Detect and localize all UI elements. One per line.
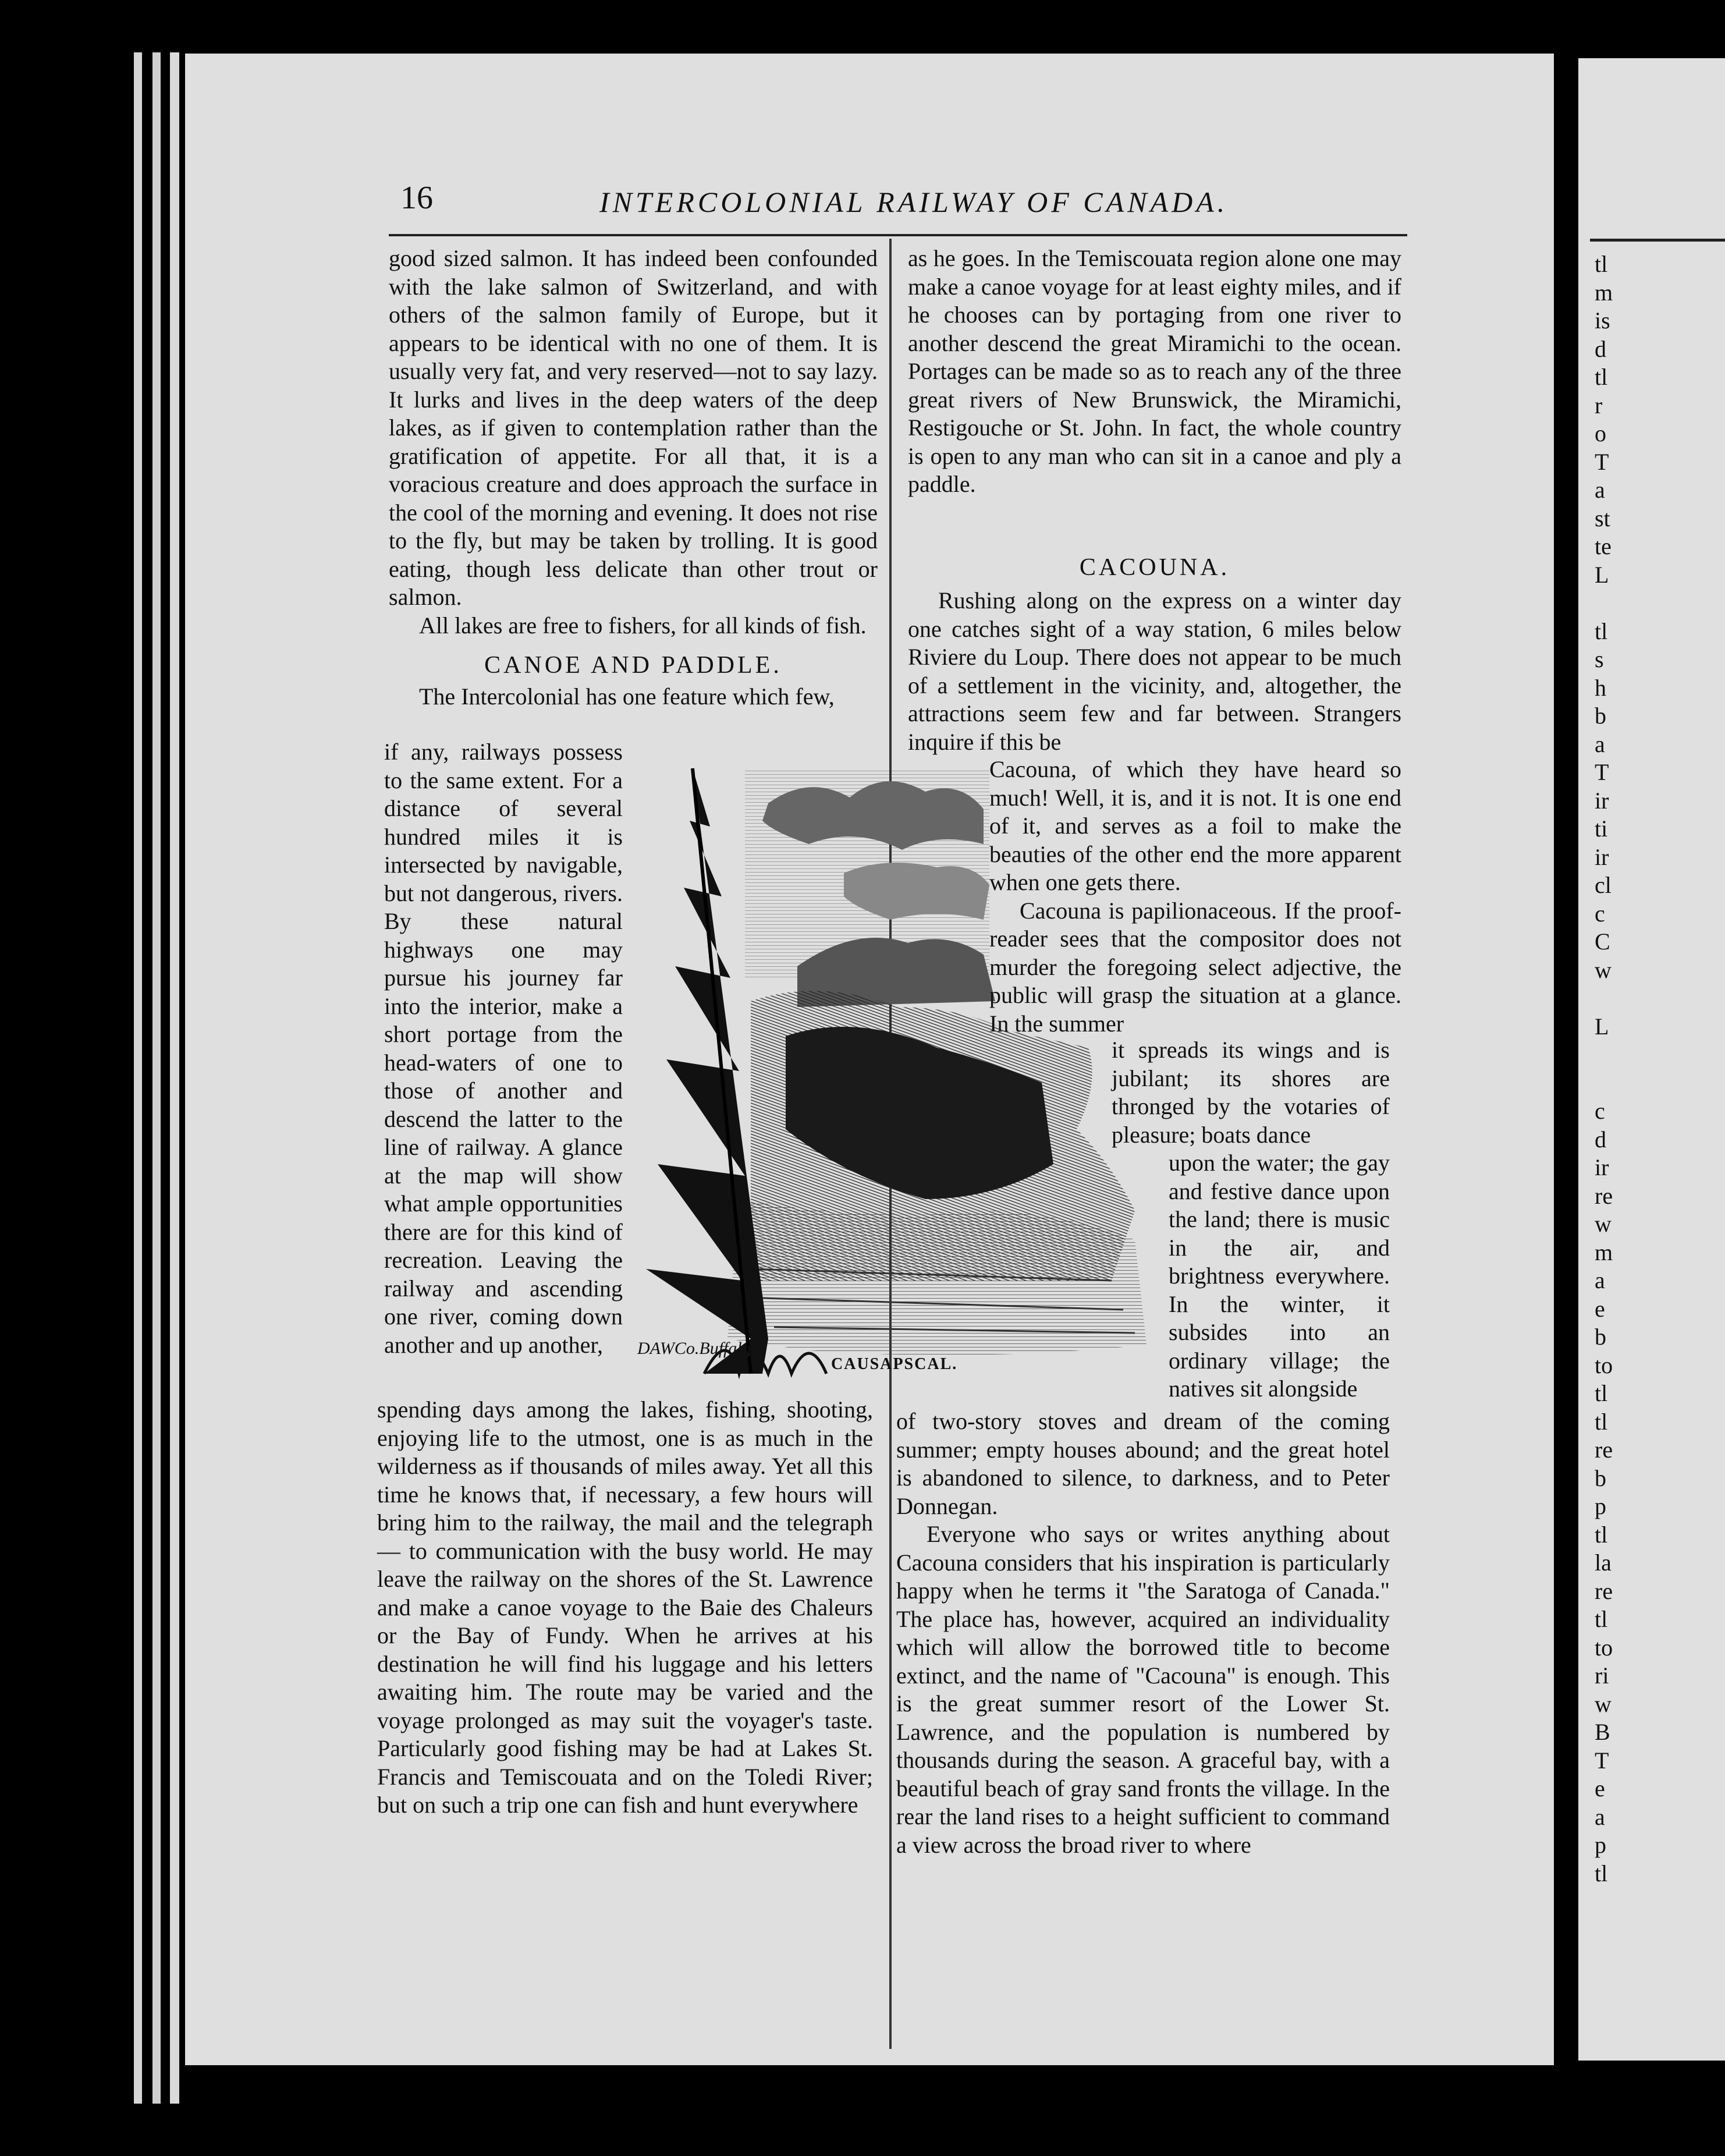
adjacent-line-fragment: B [1595,1719,1610,1745]
section-heading-cacouna: CACOUNA. [1079,554,1230,581]
cacouna-wrapped: Cacouna, of which they have heard so much! Well, it is, and it is not. It is one end of it, and serves as a foil to make the beauties of the other end the more apparent when one gets there. [989,756,1401,895]
adjacent-line-fragment: h [1595,674,1606,701]
header-rule [389,234,1407,236]
adjacent-line-fragment: a [1595,1267,1605,1293]
adjacent-line-fragment: tl [1595,1408,1608,1435]
adjacent-line-fragment: C [1595,928,1610,955]
adjacent-line-fragment: is [1595,307,1610,334]
adjacent-line-fragment: ti [1595,815,1608,842]
stoves-text: of two-story stoves and dream of the coming summer; empty houses abound; and the great hotel is abandoned to silence, to darkness, and to Peter Donnegan. [896,1408,1390,1519]
adjacent-line-fragment: tl [1595,251,1608,277]
adjacent-line-fragment: L [1595,561,1609,588]
adjacent-line-fragment: p [1595,1832,1606,1858]
adjacent-line-fragment: b [1595,703,1606,729]
spreads-text: it spreads its wings and is jubilant; its shores are thronged by the votaries of pleasure; boats dance [1112,1037,1390,1148]
adjacent-line-fragment: la [1595,1549,1612,1576]
cacouna-intro-paragraph: Rushing along on the express on a winter day one catches sight of a way station, 6 miles below Riviere du Loup. There does not appear to be much of a settlement in the vicinity, and, altogether, the attractions seem few and far between. Strangers inquire if this be [908,587,1401,755]
engraver-signature: DAWCo.Buffalo. [637,1339,755,1358]
adjacent-line-fragment: re [1595,1577,1613,1604]
adjacent-line-fragment: to [1595,1634,1613,1661]
adjacent-line-fragment: T [1595,1747,1609,1774]
adjacent-line-fragment: ir [1595,1154,1609,1180]
page-edge [134,52,142,2104]
dance-text: upon the water; the gay and festive dance upon the land; there is music in the air, and brightness everywhere. In the winter, it subsides into an ordinary village; the natives sit alongside [1169,1150,1390,1402]
page-edge [152,52,161,2104]
adjacent-line-fragment: tl [1595,364,1608,390]
adjacent-line-fragment: m [1595,1239,1613,1265]
adjacent-line-fragment: tl [1595,1606,1608,1632]
page-number: 16 [400,180,433,216]
adjacent-line-fragment: T [1595,759,1609,785]
left-column-top [389,244,878,711]
salmon-paragraph: good sized salmon. It has indeed been confounded with the lake salmon of Switzerland, and with others of the salmon family of Europe, but it appears to be identical with no one of them. It is usually very fat, and very reserved—not to say lazy. It lurks and lives in the deep waters of the deep lakes, as if given to contemplation rather than the gratification of appetite. For all that, it is a voracious creature and does approach the surface in the cool of the morning and evening. It does not rise to the fly, but may be taken by trolling. It is good eating, though less delicate than other trout or salmon. [389,245,878,610]
adjacent-line-fragment: b [1595,1324,1606,1350]
adjacent-line-fragment: ir [1595,843,1609,870]
adjacent-line-fragment: tl [1595,1380,1608,1406]
adjacent-line-fragment: d [1595,335,1606,362]
adjacent-line-fragment: to [1595,1352,1613,1378]
illustration-caption: CAUSAPSCAL. [831,1355,958,1373]
adjacent-line-fragment: a [1595,731,1605,757]
adjacent-line-fragment: tl [1595,1860,1608,1887]
canoe-wrapped-text: if any, railways possess to the same extent. For a distance of several hundred miles it is intersected by navigable, but not dangerous, rivers. By these natural highways one may pursue his journey far into the interior, make a short portage from the head-waters of one to those of another and descend the latter to the line of railway. A glance at the map will show what ample opportunities there are for this kind of recreation. Leaving the railway and ascending one river, coming down another and up another, [384,739,623,1358]
adjacent-page [1578,58,1725,2061]
adjacent-line-fragment: p [1595,1493,1606,1519]
canoe-continued-text: spending days among the lakes, fishing, shooting, enjoying life to the utmost, one is as much in the wilderness as if thousands of miles away. Yet all this time he knows that, if necessary, a few hours will bring him to the railway, the mail and the telegraph — to communication with the busy world. He may leave the railway on the shores of the St. Lawrence and make a canoe voyage to the Baie des Chaleurs or the Bay of Fundy. When he arrives at his destination he will find his luggage and his letters awaiting him. The route may be varied and the voyage prolonged as may suit the voyager's taste. Particularly good fishing may be had at Lakes St. Francis and Temiscouata and on the Toledi River; but on such a trip one can fish and hunt everywhere [377,1396,873,1818]
page-edge [170,52,179,2104]
adjacent-line-fragment: w [1595,1211,1612,1237]
adjacent-line-fragment: d [1595,1126,1606,1153]
adjacent-line-fragment: st [1595,505,1610,531]
adjacent-line-fragment: ri [1595,1662,1609,1689]
stoves-and-saratoga [896,1407,1390,1859]
section-heading-canoe: CANOE AND PADDLE. [484,652,782,679]
adjacent-line-fragment: r [1595,392,1603,419]
canoe-first-line: The Intercolonial has one feature which few, [419,683,835,710]
adjacent-line-fragment: tl [1595,1521,1608,1548]
adjacent-line-fragment: a [1595,477,1605,503]
adjacent-line-fragment: s [1595,646,1604,672]
papilionaceous-paragraph: Cacouna is papilionaceous. If the proof-reader sees that the compositor does not murder the foregoing select adjective, the public will grasp the situation at a glance. In the summer [989,897,1401,1037]
everyone-paragraph: Everyone who says or writes anything about Cacouna considers that his inspiration is particularly happy when he terms it "the Saratoga of Canada." The place has, however, acquired an individuality which will allow the borrowed title to become extinct, and the name of "Cacouna" is enough. This is the great summer resort of the Lower St. Lawrence, and the population is numbered by thousands during the season. A graceful bay, with a beautiful beach of gray sand fronts the village. In the rear the land rises to a height sufficient to command a view across the broad river to where [896,1521,1390,1858]
lakes-paragraph: All lakes are free to fishers, for all kinds of fish. [419,612,867,639]
adjacent-line-fragment: L [1595,1013,1609,1040]
adjacent-line-fragment: a [1595,1803,1605,1830]
adjacent-header-rule [1590,239,1725,242]
adjacent-line-fragment: o [1595,420,1606,446]
adjacent-line-fragment: T [1595,448,1609,475]
adjacent-line-fragment: cl [1595,872,1612,898]
adjacent-line-fragment: c [1595,900,1605,927]
adjacent-line-fragment: m [1595,279,1613,306]
adjacent-line-fragment: e [1595,1775,1605,1802]
adjacent-line-fragment: re [1595,1437,1613,1463]
cacouna-wrapped-text [989,756,1401,1038]
adjacent-line-fragment: te [1595,533,1612,559]
running-title: INTERCOLONIAL RAILWAY OF CANADA. [599,186,1229,218]
adjacent-line-fragment: w [1595,1690,1612,1717]
adjacent-line-fragment: e [1595,1295,1605,1322]
adjacent-line-fragment: tl [1595,618,1608,644]
temiscouata-paragraph: as he goes. In the Temiscouata region alone one may make a canoe voyage for at least eighty miles, and if he chooses can by portaging from one river to another descend the great Miramichi to the ocean. Portages can be made so as to reach any of the three great rivers of New Brunswick, the Miramichi, Restigouche or St. John. In fact, the whole country is open to any man who can sit in a canoe and ply a paddle. [908,245,1401,497]
adjacent-line-fragment: c [1595,1098,1605,1124]
adjacent-line-fragment: w [1595,956,1612,983]
adjacent-line-fragment: ir [1595,787,1609,814]
adjacent-line-fragment: re [1595,1182,1613,1209]
adjacent-line-fragment: b [1595,1464,1606,1491]
